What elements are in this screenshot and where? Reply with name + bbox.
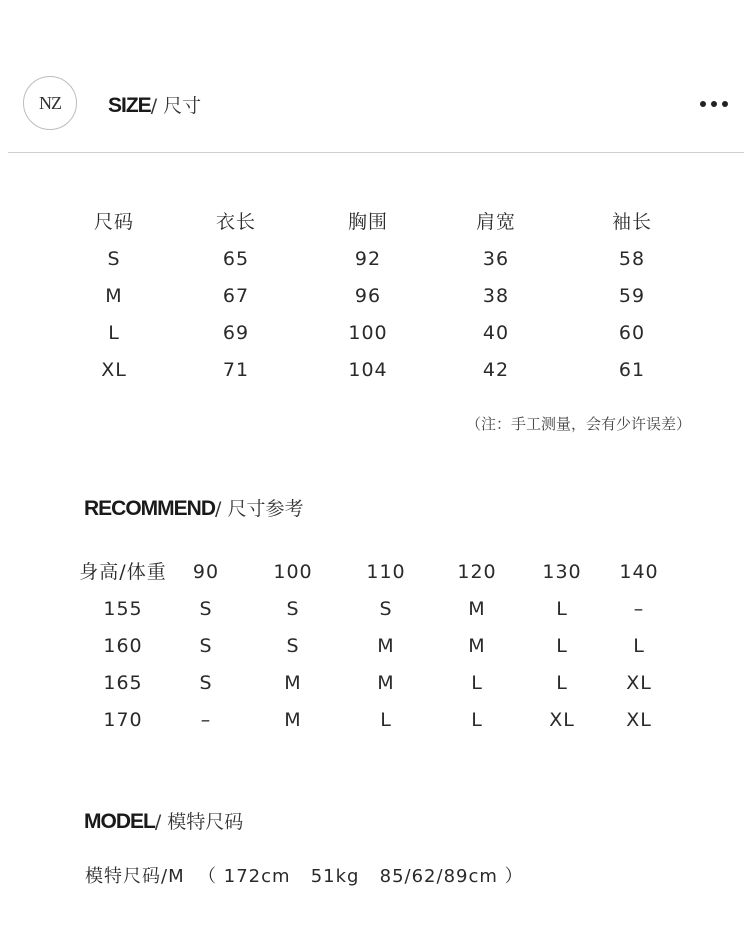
recommend-table-cell: 160 — [103, 635, 143, 657]
recommend-table-cell: S — [199, 598, 213, 620]
size-table-cell: 92 — [354, 248, 382, 270]
size-table-header-cell: 尺码 — [93, 211, 135, 233]
size-table-header-cell: 胸围 — [347, 211, 389, 233]
recommend-table-cell: XL — [626, 672, 652, 694]
size-title-cn: / 尺寸 — [150, 95, 202, 117]
recommend-table-header-cell: 100 — [273, 561, 313, 583]
recommend-table-cell: M — [377, 672, 395, 694]
model-section-title — [84, 808, 243, 835]
recommend-table-header-cell: 身高/体重 — [79, 561, 167, 583]
recommend-table-cell: – — [633, 598, 645, 620]
recommend-table-cell: L — [380, 709, 392, 731]
size-table-cell: 36 — [482, 248, 510, 270]
size-table-header-cell: 衣长 — [215, 211, 257, 233]
model-title-cn: / 模特尺码 — [154, 811, 244, 833]
size-table-cell: XL — [101, 359, 127, 381]
recommend-title-cn: / 尺寸参考 — [215, 498, 304, 520]
recommend-table-cell: S — [379, 598, 393, 620]
more-icon[interactable] — [700, 96, 728, 112]
size-title-en: SIZE — [108, 94, 151, 117]
recommend-table-cell: L — [556, 598, 568, 620]
recommend-table-header-cell: 90 — [192, 561, 220, 583]
size-table-cell: 100 — [348, 322, 388, 344]
recommend-table-cell: 170 — [103, 709, 143, 731]
size-table-cell: 40 — [482, 322, 510, 344]
size-table-cell: M — [105, 285, 123, 307]
recommend-table-cell: 165 — [103, 672, 143, 694]
brand-logo: NZ — [23, 76, 77, 130]
recommend-table-cell: L — [471, 709, 483, 731]
size-table-cell: 104 — [348, 359, 388, 381]
recommend-title-en: RECOMMEND — [84, 497, 215, 520]
recommend-table-cell: S — [199, 672, 213, 694]
model-info: 模特尺码/M （ 172cm 51kg 85/62/89cm ） — [85, 866, 524, 887]
recommend-table-cell: S — [286, 598, 300, 620]
size-table-cell: 42 — [482, 359, 510, 381]
recommend-table-cell: S — [199, 635, 213, 657]
recommend-table-cell: M — [468, 598, 486, 620]
recommend-table-cell: L — [556, 635, 568, 657]
size-table-cell: 38 — [482, 285, 510, 307]
size-table-cell: 67 — [222, 285, 250, 307]
size-table-cell: 96 — [354, 285, 382, 307]
recommend-table-cell: L — [556, 672, 568, 694]
measurement-note: （注：手工测量，会有少许误差） — [466, 415, 692, 433]
recommend-table-cell: – — [200, 709, 212, 731]
recommend-table-header-cell: 110 — [366, 561, 406, 583]
size-table-header-cell: 袖长 — [611, 211, 653, 233]
recommend-table-cell: 155 — [103, 598, 143, 620]
recommend-table-cell: XL — [626, 709, 652, 731]
recommend-table-header-cell: 120 — [457, 561, 497, 583]
recommend-table-cell: M — [377, 635, 395, 657]
recommend-table-cell: L — [633, 635, 645, 657]
recommend-table-cell: S — [286, 635, 300, 657]
recommend-table-cell: L — [471, 672, 483, 694]
recommend-table-cell: M — [284, 672, 302, 694]
recommend-table-cell: M — [284, 709, 302, 731]
recommend-table-header-cell: 130 — [542, 561, 582, 583]
recommend-table-cell: M — [468, 635, 486, 657]
size-table-cell: S — [107, 248, 121, 270]
recommend-table-cell: XL — [549, 709, 575, 731]
size-section-title — [108, 92, 201, 119]
size-table-cell: L — [108, 322, 120, 344]
model-title-en: MODEL — [84, 810, 155, 833]
size-table-cell: 69 — [222, 322, 250, 344]
size-table-cell: 60 — [618, 322, 646, 344]
size-table-cell: 61 — [618, 359, 646, 381]
recommend-table-header-cell: 140 — [619, 561, 659, 583]
header-divider — [8, 152, 744, 153]
size-table-cell: 59 — [618, 285, 646, 307]
size-table-header-cell: 肩宽 — [475, 211, 517, 233]
recommend-section-title — [84, 495, 303, 522]
size-table-cell: 65 — [222, 248, 250, 270]
size-table-cell: 71 — [222, 359, 250, 381]
size-table-cell: 58 — [618, 248, 646, 270]
